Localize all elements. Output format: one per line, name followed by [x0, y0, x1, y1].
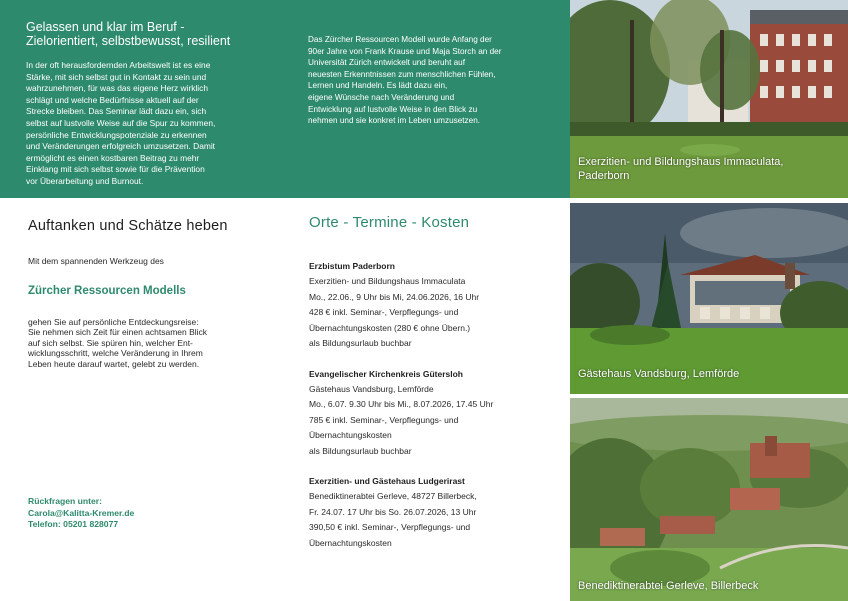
contact-block: [28, 496, 268, 531]
photo-vandsburg: [570, 203, 848, 394]
model-name: Zürcher Ressourcen Modells: [28, 284, 186, 297]
intro-body-line: persönliche Entwicklungspotenziale zu erkennen: [26, 129, 207, 140]
model-body-line: Entwicklung auf lustvolle Weise in den Blick zu: [308, 104, 478, 114]
venue-line: Übernachtungskosten: [309, 537, 392, 548]
caption-line: Gästehaus Vandsburg, Lemförde: [578, 368, 740, 380]
model-body-line: Das Zürcher Ressourcen Modell wurde Anfang der: [308, 35, 492, 44]
venue-line: Gästehaus Vandsburg, Lemförde: [309, 383, 434, 394]
caption-line: Exerzitien- und Bildungshaus Immaculata,: [578, 156, 784, 168]
venues-heading: Orte - Termine - Kosten: [309, 214, 470, 231]
caption-line: Benediktinerabtei Gerleve, Billerbeck: [578, 580, 759, 592]
contact-label: Rückfragen unter:: [28, 496, 103, 506]
venue-line: Mo., 6.07. 9.30 Uhr bis Mi., 8.07.2026, 17.45 Uhr: [309, 399, 494, 409]
seminar-body-line: gehen Sie auf persönliche Entdeckungsreise:: [28, 316, 199, 327]
venue-line: 785 € inkl. Seminar-, Verpflegungs- und: [309, 414, 459, 425]
intro-body-line: wahrzunehmen, für was das eigene Herz wirklich: [26, 83, 209, 94]
venue-line: Fr. 24.07. 17 Uhr bis So. 26.07.2026, 13 Uhr: [309, 506, 477, 517]
model-body-line: nehmen und sie konkret im Leben umzusetzen.: [308, 116, 481, 126]
model-body-line: Lernen und Handeln. Es lädt dazu ein,: [308, 81, 448, 91]
intro-heading-line2: Zielorientiert, selbstbewusst, resilient: [26, 34, 231, 48]
intro-heading-line1: Gelassen und klar im Beruf -: [26, 20, 185, 34]
seminar-intro: Mit dem spannenden Werkzeug des: [28, 256, 164, 266]
model-body-line: eigene Wünsche nach Veränderung und: [308, 92, 455, 102]
venue-block: [309, 258, 564, 352]
intro-body-line: vor Überarbeitung und Burnout.: [26, 175, 144, 186]
venue-line: Benediktinerabtei Gerleve, 48727 Billerbeck,: [309, 491, 477, 501]
venue-line: Übernachtungskosten (280 € ohne Übern.): [309, 322, 471, 333]
venue-line: Exerzitien- und Bildungshaus Immaculata: [309, 276, 466, 286]
venue-block: [309, 473, 564, 551]
venue-block: [309, 366, 564, 460]
photo-gerleve: [570, 398, 848, 601]
venue-line: Mo., 22.06., 9 Uhr bis Mi, 24.06.2026, 16 Uhr: [309, 291, 480, 302]
seminar-body-line: auf sich selbst. Sie spüren hin, welcher Ent-: [28, 337, 193, 348]
photo-vandsburg-image: [570, 203, 848, 394]
caption-line: Paderborn: [578, 170, 630, 182]
seminar-heading: Auftanken und Schätze heben: [28, 218, 228, 234]
contact-phone[interactable]: Telefon: 05201 828077: [28, 519, 119, 529]
contact-email[interactable]: Carola@Kalitta-Kremer.de: [28, 507, 135, 518]
photo-caption: [578, 579, 758, 593]
intro-body-line: Einklang mit sich selbst sowie für die Prävention: [26, 164, 205, 175]
photo-caption: [578, 155, 783, 183]
photo-caption: [578, 367, 739, 381]
venue-line: 390,50 € inkl. Seminar-, Verpflegungs- und: [309, 522, 471, 532]
venue-line: als Bildungsurlaub buchbar: [309, 338, 412, 348]
photo-immaculata: [570, 0, 848, 198]
intro-body-line: schlägt und welche Bedürfnisse aktuell auf der: [26, 94, 199, 105]
seminar-body-line: Sie nehmen sich Zeit für einen achtsamen Blick: [28, 327, 208, 337]
intro-body-line: selbst auf lustvolle Weise auf die Spur zu kommen,: [26, 117, 216, 128]
intro-body-line: Stärke, mit sich selbst gut in Kontakt zu sein und: [26, 71, 207, 82]
venue-title: Erzbistum Paderborn: [309, 261, 395, 271]
photo-gerleve-image: [570, 398, 848, 601]
seminar-body-line: wicklungsschritt, welche Veränderung in Ihrem: [28, 348, 203, 358]
intro-section: [26, 20, 276, 188]
model-body-line: neuesten Erkenntnissen zum menschlichen Fühlen,: [308, 69, 496, 79]
venues-section: [309, 214, 564, 551]
model-body-line: Universität Zürich entwickelt und beruht auf: [308, 58, 466, 68]
model-description: [308, 34, 558, 127]
intro-body-line: In der oft herausfordernden Arbeitswelt ist es eine: [26, 60, 211, 70]
venue-title: Evangelischer Kirchenkreis Gütersloh: [309, 368, 464, 379]
venue-line: als Bildungsurlaub buchbar: [309, 445, 412, 456]
venue-title: Exerzitien- und Gästehaus Ludgerirast: [309, 476, 465, 486]
intro-body-line: und Veränderungen erfolgreich umzusetzen. Damit: [26, 141, 216, 152]
model-body-line: 90er Jahre von Frank Krause und Maja Storch an der: [308, 46, 502, 56]
seminar-section: [28, 218, 288, 369]
intro-body-line: ermöglicht es einen kostbaren Beitrag zu mehr: [26, 152, 200, 163]
intro-body-line: Strecke bleiben. Das Seminar lädt dazu ein, sich: [26, 106, 207, 117]
venue-line: Übernachtungskosten: [309, 430, 392, 440]
venue-line: 428 € inkl. Seminar-, Verpflegungs- und: [309, 307, 459, 317]
seminar-body-line: Leben heute darauf wartet, gelebt zu werden.: [28, 358, 200, 369]
